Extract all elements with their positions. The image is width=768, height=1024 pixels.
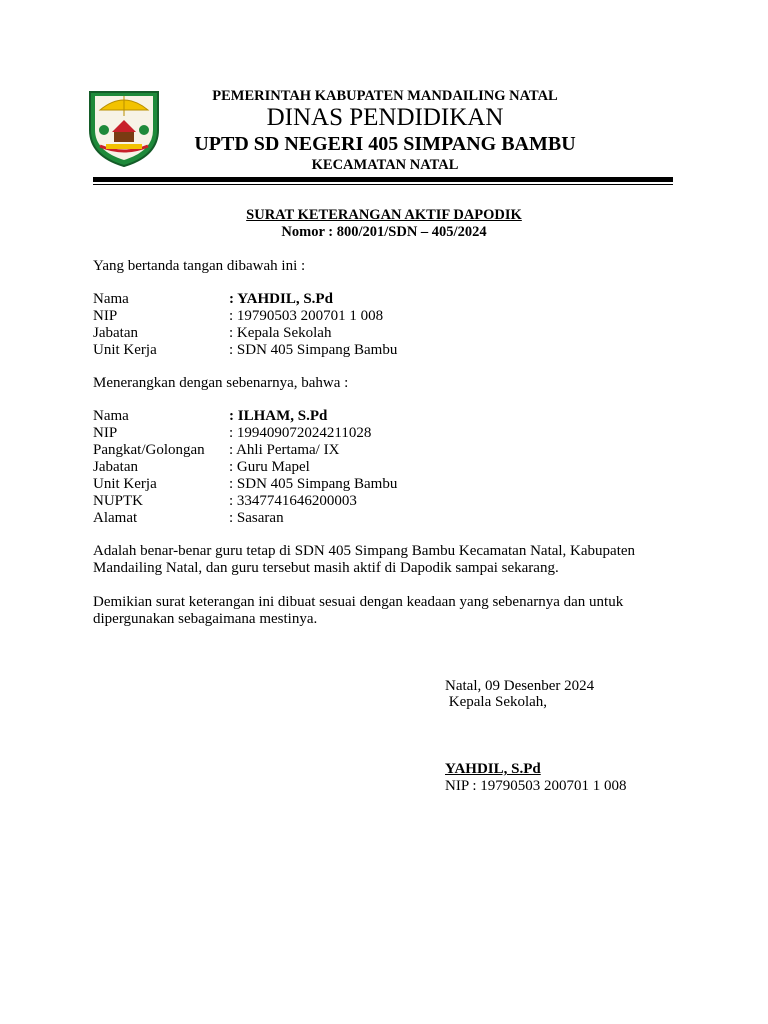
field-label: Jabatan [93,325,138,341]
header-government: PEMERINTAH KABUPATEN MANDAILING NATAL [212,88,558,104]
field-label: Nama [93,408,129,424]
statement-text: Menerangkan dengan sebenarnya, bahwa : [93,375,349,391]
header-district: KECAMATAN NATAL [311,157,459,173]
body-paragraph-1-line-2: Mandailing Natal, dan guru tersebut masih aktif di Dapodik sampai sekarang. [93,560,559,576]
field-label: NIP [93,308,118,324]
signer-name: YAHDIL, S.Pd [445,761,541,777]
field-value: : Sasaran [229,510,284,526]
field-value: : 3347741646200003 [229,493,357,509]
field-value: : YAHDIL, S.Pd [229,291,333,307]
field-label: Alamat [93,510,138,526]
field-value: : Ahli Pertama/ IX [229,442,340,458]
field-label: NUPTK [93,493,144,509]
header-agency: DINAS PENDIDIKAN [266,104,504,131]
field-value: : SDN 405 Simpang Bambu [229,342,398,358]
place-date: Natal, 09 Desenber 2024 [445,678,595,694]
header-divider-thick [93,177,673,182]
field-label: Pangkat/Golongan [93,442,205,458]
signer-position: Kepala Sekolah, [445,694,548,710]
signer-nip: NIP : 19790503 200701 1 008 [445,778,627,794]
field-value: : SDN 405 Simpang Bambu [229,476,398,492]
field-label: Nama [93,291,129,307]
field-value: : Guru Mapel [229,459,310,475]
intro-text: Yang bertanda tangan dibawah ini : [93,258,306,274]
field-label: NIP [93,425,118,441]
body-paragraph-2-line-2: dipergunakan sebagaimana mestinya. [93,611,318,627]
field-value: : 199409072024211028 [229,425,372,441]
field-label: Unit Kerja [93,476,157,492]
body-paragraph-2-line-1: Demikian surat keterangan ini dibuat sesuai dengan keadaan yang sebenarnya dan untuk [93,594,624,610]
regency-emblem-logo [86,86,162,168]
header-divider-thin [93,184,673,185]
field-value: : ILHAM, S.Pd [229,408,328,424]
letter-title: SURAT KETERANGAN AKTIF DAPODIK [246,207,522,223]
field-label: Unit Kerja [93,342,157,358]
field-label: Jabatan [93,459,138,475]
header-school: UPTD SD NEGERI 405 SIMPANG BAMBU [194,133,576,155]
field-value: : Kepala Sekolah [229,325,332,341]
body-paragraph-1-line-1: Adalah benar-benar guru tetap di SDN 405 Simpang Bambu Kecamatan Natal, Kabupaten [93,543,636,559]
field-value: : 19790503 200701 1 008 [229,308,384,324]
letter-number: Nomor : 800/201/SDN – 405/2024 [281,224,487,240]
